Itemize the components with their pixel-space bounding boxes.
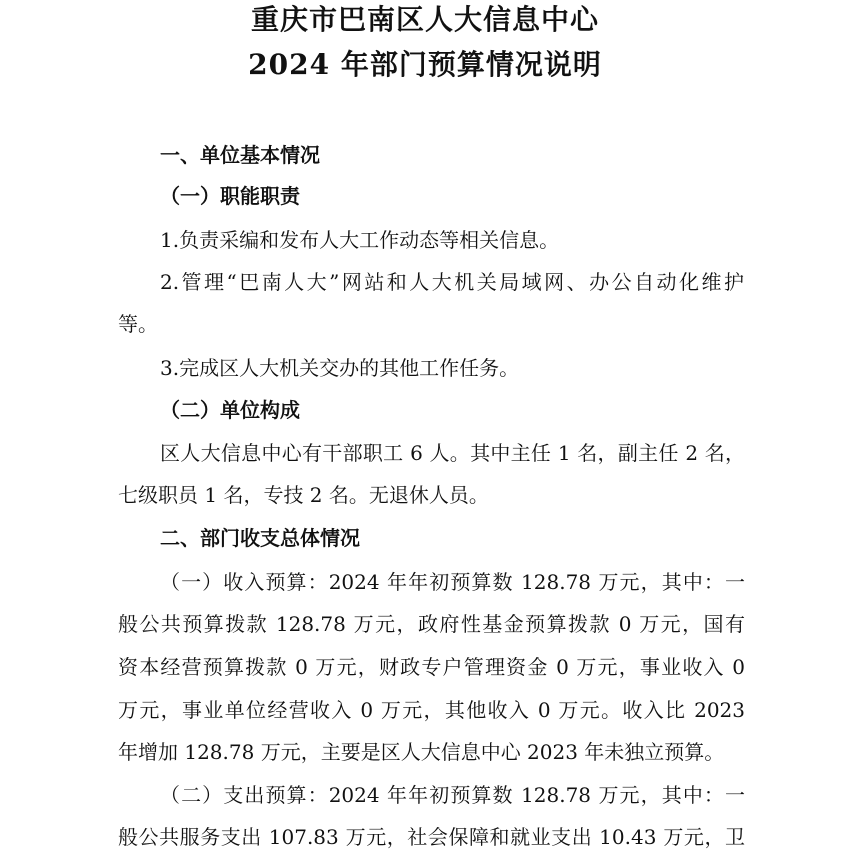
duty-item-2-line-1: 2.管理“巴南人大”网站和人大机关局域网、办公自动化维护	[160, 270, 744, 294]
duty-item-2-line-2: 等。	[118, 312, 158, 336]
income-budget-line-3: 资本经营预算拨款 0 万元，财政专户管理资金 0 万元，事业收入 0	[118, 655, 745, 679]
income-budget-line-5: 年增加 128.78 万元，主要是区人大信息中心 2023 年未独立预算。	[118, 740, 725, 764]
staff-paragraph-line-1: 区人大信息中心有干部职工 6 人。其中主任 1 名，副主任 2 名，	[160, 441, 745, 465]
section-1-heading: 一、单位基本情况	[160, 143, 320, 167]
income-budget-line-2: 般公共预算拨款 128.78 万元，政府性基金预算拨款 0 万元，国有	[118, 612, 745, 636]
section-2-heading: 二、部门收支总体情况	[160, 526, 360, 550]
document-title-line-1: 重庆市巴南区人大信息中心	[250, 3, 599, 36]
duty-item-1: 1.负责采编和发布人大工作动态等相关信息。	[160, 228, 560, 252]
expense-budget-line-1: （二）支出预算：2024 年年初预算数 128.78 万元，其中：一	[160, 783, 745, 807]
income-budget-line-4: 万元，事业单位经营收入 0 万元，其他收入 0 万元。收入比 2023	[118, 698, 745, 722]
expense-budget-line-2: 般公共服务支出 107.83 万元，社会保障和就业支出 10.43 万元，卫	[118, 825, 745, 849]
duty-item-3: 3.完成区人大机关交办的其他工作任务。	[160, 356, 520, 380]
subsection-2-heading: （二）单位构成	[160, 398, 300, 422]
document-title-line-2: 2024 年部门预算情况说明	[248, 48, 602, 81]
income-budget-line-1: （一）收入预算：2024 年年初预算数 128.78 万元，其中：一	[160, 570, 745, 594]
subsection-1-heading: （一）职能职责	[160, 184, 300, 208]
staff-paragraph-line-2: 七级职员 1 名，专技 2 名。无退休人员。	[118, 483, 489, 507]
